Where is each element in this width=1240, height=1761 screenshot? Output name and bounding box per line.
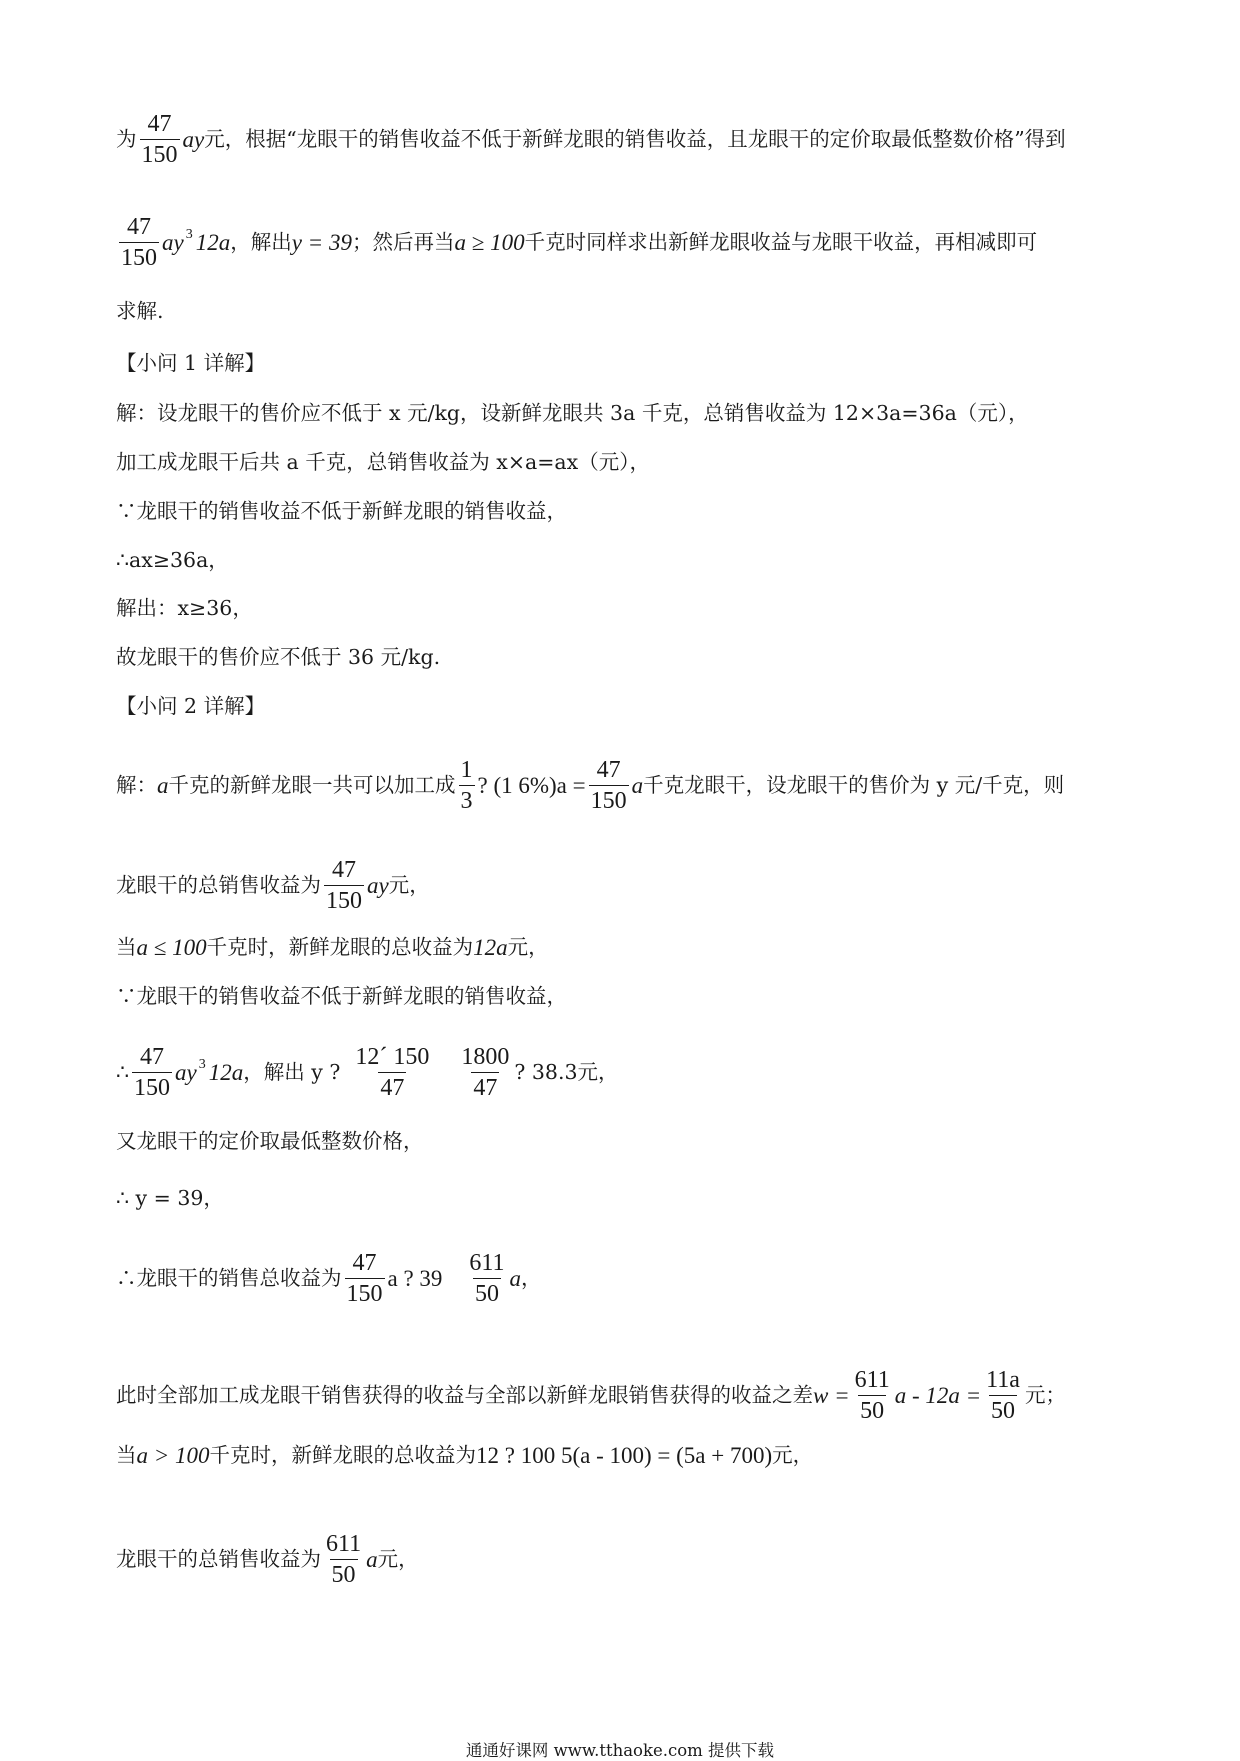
fraction-47-150: $\frac{47}{150}$ [141,111,178,168]
fraction-1-3: $\frac{1}{3}$ [460,757,473,814]
text-line [116,1368,1066,1423]
math-symbol: 3 [185,226,193,242]
page-footer: 通通好课网 www.tthaoke.com 提供下载 [465,1741,775,1760]
text-line [116,936,549,959]
text-line [116,1131,424,1152]
math-variable: a [631,773,644,798]
line-text: ∴ y = 39， [116,1186,224,1210]
line-text: 当 [116,1443,137,1468]
text-line [116,1188,224,1209]
text-line [116,1045,619,1100]
line-text: 千克龙眼干，设龙眼干的售价为 y 元/千克，则 [643,773,1065,798]
math-variable: ay [367,873,389,898]
line-text: ，解出 [230,230,292,255]
line-text: 元，根据“龙眼干的销售收益不低于新鲜龙眼的销售收益，且龙眼干的定价取最低整数价格”得到 [204,127,1066,152]
text-line [116,1532,419,1587]
line-text: ， [521,1266,542,1291]
fraction-1800-47: $\frac{1800}{47}$ [461,1044,510,1101]
math-variable: ay [175,1060,197,1085]
text-line [116,858,430,913]
line-text: 千克时同样求出新鲜龙眼收益与龙眼干收益，再相减即可 [524,230,1038,255]
line-text: 解：设龙眼干的售价应不低于 x 元/kg，设新鲜龙眼共 3a 千克，总销售收益为 12×3a=36a（元）， [116,401,1029,425]
fraction-611-50: $\frac{611}{50}$ [469,1250,505,1307]
fraction-611-50: $\frac{611}{50}$ [854,1367,890,1424]
fraction-12x150-47: $\frac{12´ 150}{47}$ [355,1044,430,1101]
line-text: ∴ [116,1060,130,1085]
math-variable: ay [162,230,184,255]
line-text: 元； [1024,1383,1066,1408]
text-line-3 [116,301,164,322]
fraction-47-150: $\frac{47}{150}$ [326,857,362,914]
text-line [116,986,567,1007]
math-expression: a ≥ 100 [454,230,525,255]
fraction-47-150: $\frac{47}{150}$ [134,1044,171,1101]
fraction-47-150: $\frac{47}{150}$ [121,214,157,271]
fraction-611-50: $\frac{611}{50}$ [326,1531,362,1588]
text-line [116,1444,813,1467]
math-expression: 12a [473,935,508,960]
text-line-2 [116,215,1037,270]
text-line [116,550,229,571]
line-text: ∴龙眼干的销售总收益为 [116,1266,342,1291]
text-line [116,403,1029,424]
text-line [116,647,440,668]
section-heading-2 [116,696,265,717]
text-line [116,501,567,522]
line-text: 龙眼干的总销售收益为 [116,873,321,898]
math-expression: 12a [195,230,231,255]
math-expression: a - 12a = [894,1383,982,1408]
line-text: ? 38.3元， [514,1060,619,1085]
line-text: 千克时，新鲜龙眼的总收益为 [209,1443,477,1468]
text-line [116,598,253,619]
line-text: 当 [116,935,137,960]
text-line [116,1251,542,1306]
line-text: ，解出 y ? [243,1060,341,1085]
line-text: 千克的新鲜龙眼一共可以加工成 [168,773,456,798]
heading-text: 【小问 2 详解】 [116,694,266,718]
math-variable: a [157,773,169,798]
math-expression: w = [813,1383,850,1408]
math-expression: a > 100 [136,1443,210,1468]
math-expression: 12 ? 100 5(a - 100) = (5a + 700) [476,1443,773,1468]
section-heading-1 [116,353,265,374]
text-line [116,758,1064,813]
line-text: 元， [772,1443,814,1468]
text-line [116,452,650,473]
math-variable: a [366,1547,378,1572]
line-text: 龙眼干的总销售收益为 [116,1547,321,1572]
line-text: 元， [388,873,430,898]
line-text: 为 [116,127,137,152]
line-text: 解出：x≥36， [116,596,253,620]
line-text: 加工成龙眼干后共 a 千克，总销售收益为 x×a=ax（元）， [116,450,650,474]
line-text: 千克时，新鲜龙眼的总收益为 [206,935,474,960]
line-text: 元， [507,935,549,960]
math-expression: a ? 39 [387,1266,443,1291]
math-variable: a [509,1266,522,1291]
line-text: ∵龙眼干的销售收益不低于新鲜龙眼的销售收益， [116,984,567,1008]
line-text: ∴ax≥36a， [116,548,229,572]
fraction-11a-50: $\frac{11a}{50}$ [986,1367,1020,1424]
text-line-1 [116,112,1066,167]
math-variable: ay [182,127,205,152]
math-expression: a ≤ 100 [136,935,207,960]
line-text: ；然后再当 [351,230,455,255]
line-text: 此时全部加工成龙眼干销售获得的收益与全部以新鲜龙眼销售获得的收益之差 [116,1383,813,1408]
math-expression: 12a [208,1060,244,1085]
line-text: ∵龙眼干的销售收益不低于新鲜龙眼的销售收益， [116,499,567,523]
line-text: 元， [377,1547,419,1572]
fraction-47-150: $\frac{47}{150}$ [590,757,627,814]
line-text: 解： [116,773,157,798]
line-text: 又龙眼干的定价取最低整数价格， [116,1129,424,1153]
fraction-47-150: $\frac{47}{150}$ [346,1250,383,1307]
line-text: 故龙眼干的售价应不低于 36 元/kg. [116,645,441,669]
math-expression: y = 39 [291,230,352,255]
math-symbol: 3 [198,1056,206,1072]
math-expression: ? (1 6%)a = [477,773,586,798]
line-text: 求解. [116,299,164,323]
heading-text: 【小问 1 详解】 [116,351,266,375]
